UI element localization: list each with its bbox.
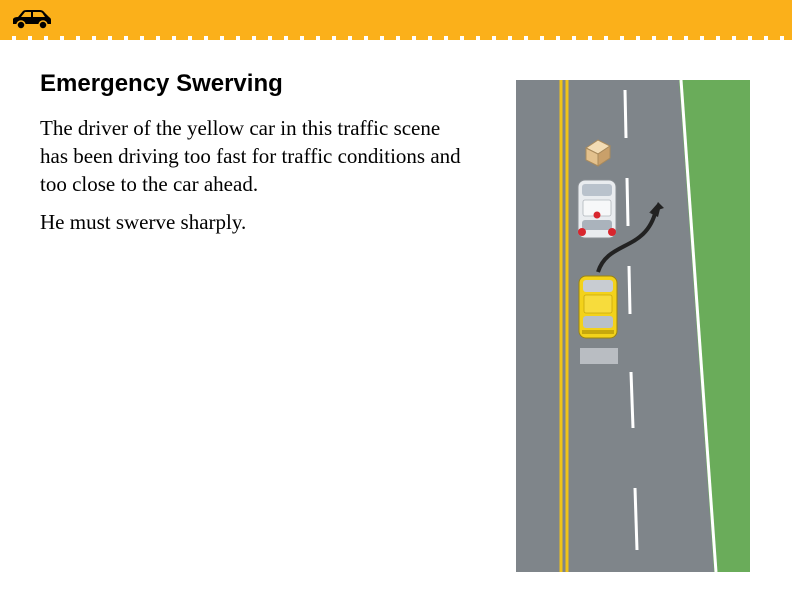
slide-title: Emergency Swerving — [40, 70, 283, 97]
paragraph-instruction: He must swerve sharply. — [40, 210, 247, 234]
traffic-scene-illustration — [516, 80, 750, 572]
header-dashed-border — [0, 36, 792, 40]
header-band — [0, 0, 792, 38]
white-car-icon — [578, 180, 616, 238]
slide-body — [40, 114, 470, 246]
paragraph-description: The driver of the yellow car in this traffic scene has been driving too fast for traffic conditions and too close to the car ahead. — [40, 116, 461, 196]
car-icon — [10, 7, 54, 31]
yellow-car-icon — [579, 276, 618, 364]
